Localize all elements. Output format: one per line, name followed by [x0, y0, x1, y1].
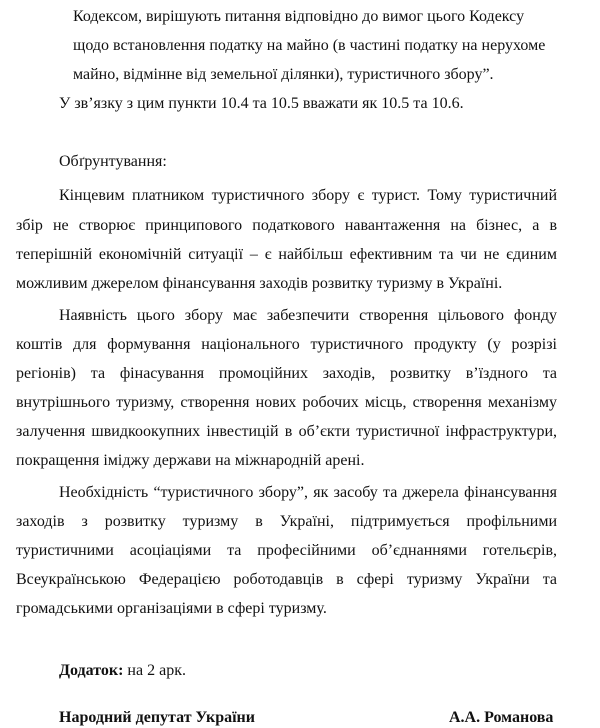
rationale-heading: Обґрунтування:	[59, 153, 167, 170]
paragraph2-line: Наявність цього збору має забезпечити створення цільового фонду	[59, 307, 557, 324]
paragraph1-line: збір не створює принципового податкового навантаження на бізнес, а в	[16, 217, 557, 234]
intro-quote-line: майно, відмінне від земельної ділянки), туристичного збору”.	[73, 66, 494, 83]
paragraph3-line: Необхідність “туристичного збору”, як засобу та джерела фінансування	[59, 484, 557, 501]
paragraph3-line: Всеукраїнською Федерацією роботодавців в сфері туризму України та	[16, 571, 557, 588]
signature-name: А.А. Романова	[449, 709, 554, 726]
paragraph2-line: внутрішнього туризму, створення нових робочих місць, створення механізму	[16, 394, 557, 411]
attachment-label: Додаток:	[59, 662, 124, 679]
paragraph2-line: залучення швидкоокупних інвестицій в об’єкти туристичної інфраструктури,	[16, 423, 557, 440]
paragraph1-line: Кінцевим платником туристичного збору є турист. Тому туристичний	[59, 187, 557, 204]
signature-title: Народний депутат України	[59, 709, 255, 726]
paragraph3-line: громадськими організаціями в сфері туризму.	[16, 600, 327, 617]
paragraph1-line: можливим джерелом фінансування заходів розвитку туризму в Україні.	[16, 275, 503, 292]
paragraph3-line: туристичними асоціаціями та професійними об’єднаннями готельєрів,	[16, 542, 557, 559]
paragraph1-line: теперішній економічній ситуації – є найбільш ефективним та чи не єдиним	[16, 246, 557, 263]
attachment-value: на 2 арк.	[123, 662, 186, 679]
paragraph2-line: коштів для формування національного туристичного продукту (у розрізі	[16, 336, 557, 353]
intro-quote-line: Кодексом, вирішують питання відповідно до вимог цього Кодексу	[73, 8, 525, 25]
paragraph3-line: заходів з розвитку туризму в Україні, підтримується профільними	[16, 513, 557, 530]
intro-quote-line: щодо встановлення податку на майно (в частині податку на нерухоме	[73, 37, 546, 54]
paragraph2-line: регіонів) та фінасування промоційних заходів, розвитку в’їздного та	[16, 365, 557, 382]
renumber-note: У зв’язку з цим пункти 10.4 та 10.5 вважати як 10.5 та 10.6.	[59, 95, 464, 112]
attachment-line	[59, 661, 186, 681]
paragraph2-line: покращення іміджу держави на міжнародній арені.	[16, 452, 365, 469]
